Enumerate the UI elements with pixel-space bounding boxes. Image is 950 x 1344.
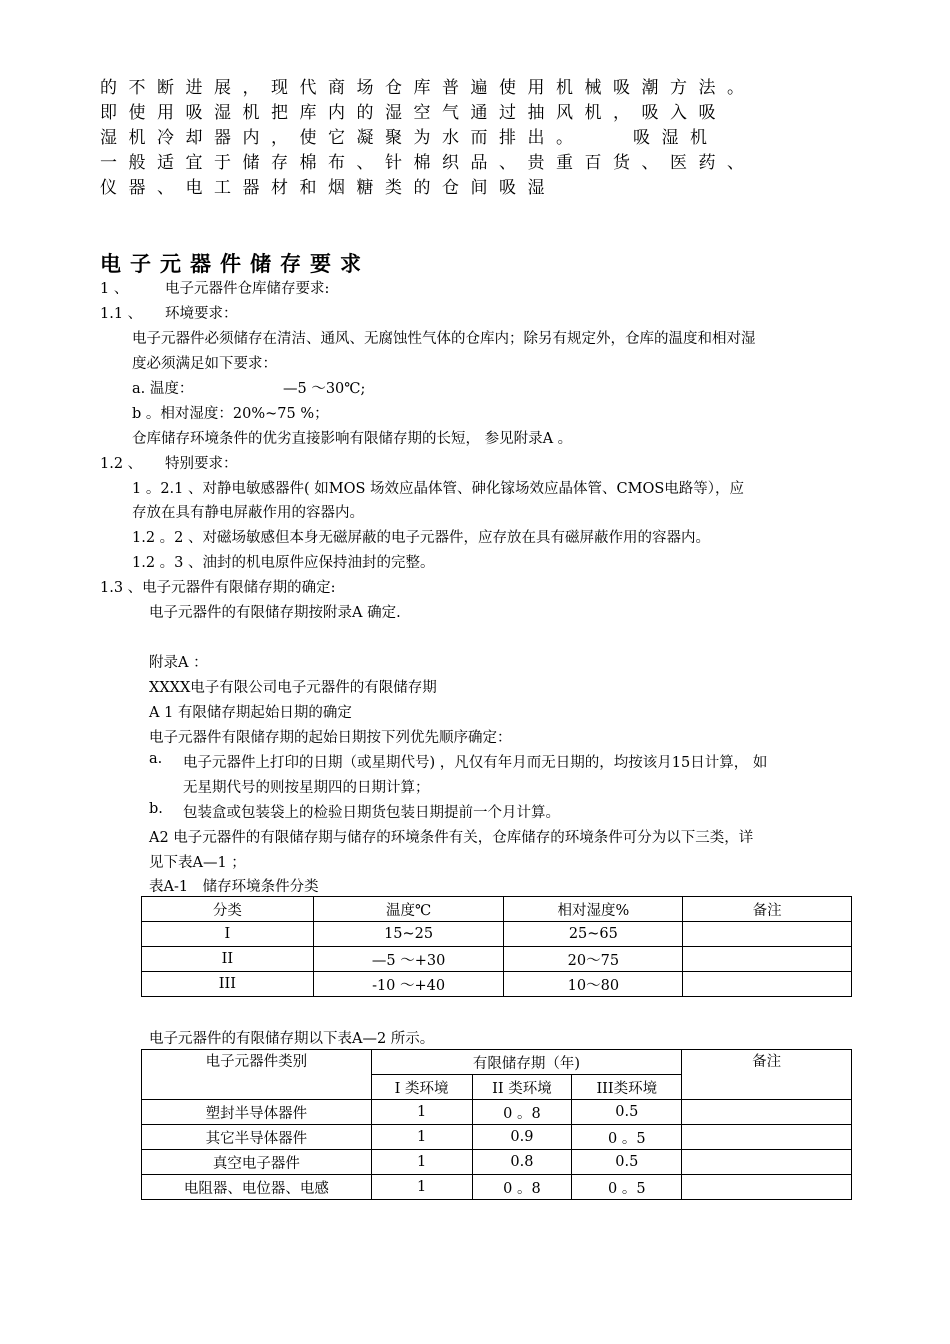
appendix-title: 附录A ：	[149, 655, 208, 671]
special-req-3: 1.2 。3 、油封的机电原件应保持油封的完整。	[132, 555, 435, 571]
intro-line-5: 仪器、电工器材和烟糖类的仓间吸湿	[100, 178, 556, 198]
table-cell	[682, 1175, 852, 1200]
temperature-label: a. 温度：	[132, 381, 194, 397]
table-cell: 0.5	[572, 1100, 682, 1125]
special-req-1-line-2: 存放在具有静电屏蔽作用的容器内。	[132, 505, 364, 521]
section-1-number: 1 、	[100, 281, 129, 297]
table-cell: —5 ～+30	[313, 947, 504, 972]
appendix-a1-body: 电子元器件有限储存期的起始日期按下列优先顺序确定：	[149, 730, 512, 746]
section-1-2-number: 1.2 、	[100, 456, 143, 472]
table-header-cell: 分类	[142, 897, 314, 922]
table-row	[142, 947, 852, 972]
intro-line-1: 的不断进展，现代商场仓库普遍使用机械吸潮方法。	[100, 78, 756, 98]
table-a1-caption: 表A-1 储存环境条件分类	[149, 879, 319, 895]
special-req-2: 1.2 。2 、对磁场敏感但本身无磁屏蔽的电子元器件，应存放在具有磁屏蔽作用的容器内。	[132, 530, 710, 546]
table-cell: 0.9	[472, 1125, 572, 1150]
table-cell: 10～80	[504, 972, 683, 997]
table-header-note: 备注	[682, 1050, 852, 1100]
table-cell	[682, 1150, 852, 1175]
table-header-category: 电子元器件类别	[142, 1050, 372, 1100]
section-1-1-text: 环境要求：	[165, 306, 238, 322]
section-1-2-text: 特别要求：	[165, 456, 238, 472]
table-cell	[683, 972, 852, 997]
table-cell: 0 。8	[472, 1175, 572, 1200]
table-cell	[683, 922, 852, 947]
table-cell: 25~65	[504, 922, 683, 947]
table-cell: 1	[371, 1175, 472, 1200]
env-note: 仓库储存环境条件的优劣直接影响有限储存期的长短， 参见附录A 。	[132, 431, 573, 447]
env-requirement-line-1: 电子元器件必须储存在清洁、通风、无腐蚀性气体的仓库内；除另有规定外，仓库的温度和相对湿	[132, 331, 756, 347]
table-cell: 0.5	[572, 1150, 682, 1175]
table-row	[142, 1100, 852, 1125]
table-a2-caption: 电子元器件的有限储存期以下表A—2 所示。	[149, 1031, 435, 1047]
table-header-cell: 备注	[683, 897, 852, 922]
table-cell	[683, 947, 852, 972]
section-1-text: 电子元器件仓库储存要求:	[165, 281, 330, 297]
env-requirement-line-2: 度必须满足如下要求：	[132, 356, 277, 372]
table-cell: 电阻器、电位器、电感	[142, 1175, 372, 1200]
section-1-3: 1.3 、电子元器件有限储存期的确定:	[100, 580, 336, 596]
table-cell: 其它半导体器件	[142, 1125, 372, 1150]
table-subheader-cell: I 类环境	[371, 1075, 472, 1100]
table-subheader-cell: II 类环境	[472, 1075, 572, 1100]
table-row	[142, 972, 852, 997]
table-cell: 1	[371, 1100, 472, 1125]
table-cell: 0 。5	[572, 1175, 682, 1200]
table-row	[142, 1175, 852, 1200]
list-marker-b: b.	[149, 801, 163, 817]
table-cell: I	[142, 922, 314, 947]
table-header-cell: 温度℃	[313, 897, 504, 922]
table-row	[142, 922, 852, 947]
table-header-row	[142, 1050, 852, 1075]
table-cell: 1	[371, 1125, 472, 1150]
table-a2	[141, 1049, 852, 1200]
list-item-a-line-1: 电子元器件上打印的日期（或星期代号) ，凡仅有年月而无日期的，均按该月15日计算， 如	[183, 755, 768, 771]
section-1-1-number: 1.1 、	[100, 306, 143, 322]
table-cell: III	[142, 972, 314, 997]
table-cell: 0 。5	[572, 1125, 682, 1150]
table-cell: 1	[371, 1150, 472, 1175]
table-header-cell: 相对湿度%	[504, 897, 683, 922]
section-heading: 电子元器件储存要求	[100, 252, 370, 276]
intro-line-4: 一般适宜于储存棉布、针棉织品、贵重百货、医药、	[100, 153, 756, 173]
table-header-period: 有限储存期（年)	[371, 1050, 682, 1075]
temperature-value: —5 ～30℃;	[283, 381, 366, 397]
table-cell	[682, 1125, 852, 1150]
table-header-row	[142, 897, 852, 922]
table-row	[142, 1125, 852, 1150]
table-cell: 0.8	[472, 1150, 572, 1175]
special-req-1-line-1: 1 。2.1 、对静电敏感器件( 如MOS 场效应晶体管、砷化镓场效应晶体管、CMOS电路等），应	[132, 481, 745, 497]
appendix-a2-line-2: 见下表A—1 ；	[149, 855, 246, 871]
table-cell: 20～75	[504, 947, 683, 972]
intro-line-2: 即使用吸湿机把库内的湿空气通过抽风机，吸入吸	[100, 103, 727, 123]
list-item-a-line-2: 无星期代号的则按星期四的日期计算；	[183, 780, 430, 796]
list-item-b: 包装盒或包装袋上的检验日期货包装日期提前一个月计算。	[183, 805, 560, 821]
table-a1	[141, 896, 852, 997]
table-cell: 15~25	[313, 922, 504, 947]
table-cell: II	[142, 947, 314, 972]
humidity-requirement: b 。相对湿度：20%~75 %；	[132, 406, 329, 422]
section-1-3-body: 电子元器件的有限储存期按附录A 确定.	[149, 605, 401, 621]
appendix-company-title: XXXX电子有限公司电子元器件的有限储存期	[149, 680, 437, 696]
table-subheader-cell: III类环境	[572, 1075, 682, 1100]
table-cell: 真空电子器件	[142, 1150, 372, 1175]
list-marker-a: a.	[149, 751, 163, 767]
table-cell: -10 ～+40	[313, 972, 504, 997]
table-cell: 0 。8	[472, 1100, 572, 1125]
table-cell	[682, 1100, 852, 1125]
table-cell: 塑封半导体器件	[142, 1100, 372, 1125]
table-row	[142, 1150, 852, 1175]
intro-line-3: 湿机冷却器内，使它凝聚为水而排出。 吸湿机	[100, 128, 719, 148]
appendix-a2-line-1: A2 电子元器件的有限储存期与储存的环境条件有关，仓库储存的环境条件可分为以下三类，详	[149, 830, 754, 846]
appendix-a1-heading: A 1 有限储存期起始日期的确定	[149, 705, 352, 721]
